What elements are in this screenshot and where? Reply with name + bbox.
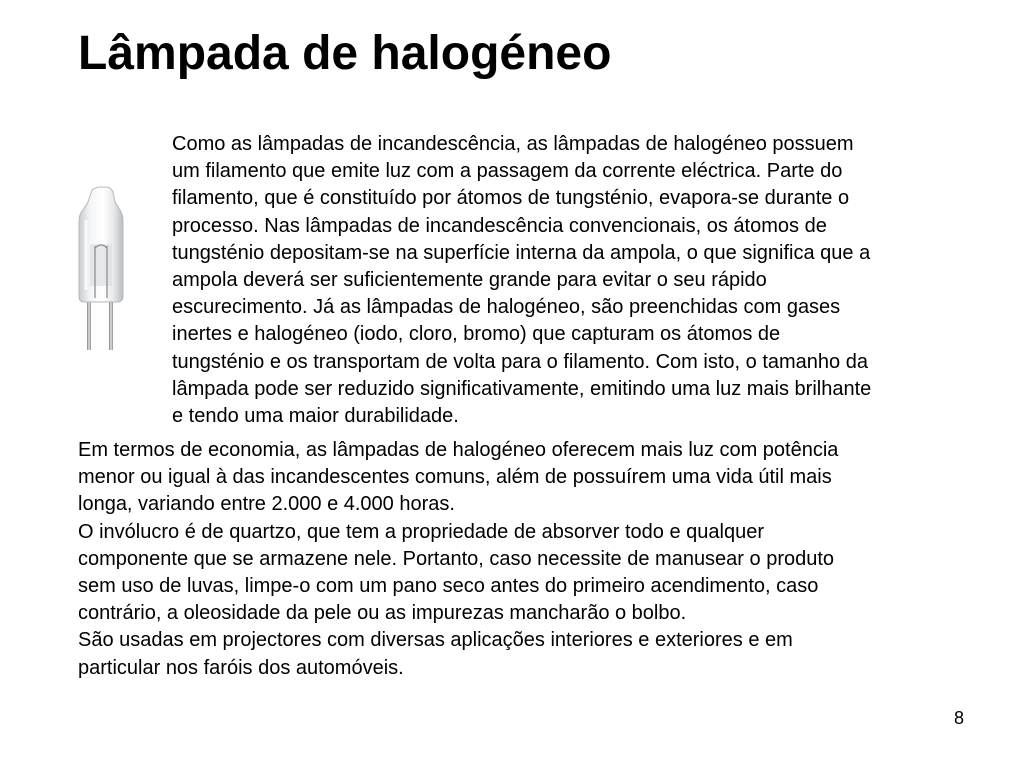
body-line: São usadas em projectores com diversas aplicações interiores e exteriores e em [78, 629, 793, 652]
intro-line: Como as lâmpadas de incandescência, as lâmpadas de halogéneo possuem [172, 133, 854, 155]
intro-line: e tendo uma maior durabilidade. [172, 405, 459, 428]
intro-line: processo. Nas lâmpadas de incandescência convencionais, os átomos de [172, 214, 827, 237]
intro-line: tungsténio e os transportam de volta para o filamento. Com isto, o tamanho da [172, 350, 868, 373]
body-line: longa, variando entre 2.000 e 4.000 horas. [78, 493, 455, 516]
intro-line: lâmpada pode ser reduzido significativamente, emitindo uma luz mais brilhante [172, 377, 872, 400]
body-line: menor ou igual à das incandescentes comuns, além de possuírem uma vida útil mais [78, 466, 832, 489]
body-paragraph [78, 437, 978, 682]
body-line: contrário, a oleosidade da pele ou as impurezas mancharão o bolbo. [78, 602, 687, 625]
body-line: Em termos de economia, as lâmpadas de halogéneo oferecem mais luz com potência [78, 439, 839, 461]
intro-line: escurecimento. Já as lâmpadas de halogéneo, são preenchidas com gases [172, 296, 841, 319]
intro-line: um filamento que emite luz com a passagem da corrente eléctrica. Parte do [172, 160, 843, 183]
halogen-bulb-icon [78, 186, 132, 352]
page-number: 8 [953, 708, 964, 728]
intro-line: tungsténio depositam-se na superfície interna da ampola, o que significa que a [172, 241, 871, 264]
intro-line: filamento, que é constituído por átomos de tungsténio, evapora-se durante o [172, 187, 850, 210]
body-line: componente que se armazene nele. Portanto, caso necessite de manusear o produto [78, 547, 835, 570]
body-line: sem uso de luvas, limpe-o com um pano seco antes do primeiro acendimento, caso [78, 575, 819, 598]
body-line: O invólucro é de quartzo, que tem a propriedade de absorver todo e qualquer [78, 520, 764, 543]
intro-paragraph [172, 131, 972, 430]
body-line: particular nos faróis dos automóveis. [78, 656, 404, 679]
intro-line: ampola deverá ser suficientemente grande para evitar o seu rápido [172, 269, 767, 292]
intro-line: inertes e halogéneo (iodo, cloro, bromo) que capturam os átomos de [172, 323, 781, 346]
slide-title: Lâmpada de halogéneo [78, 27, 612, 80]
